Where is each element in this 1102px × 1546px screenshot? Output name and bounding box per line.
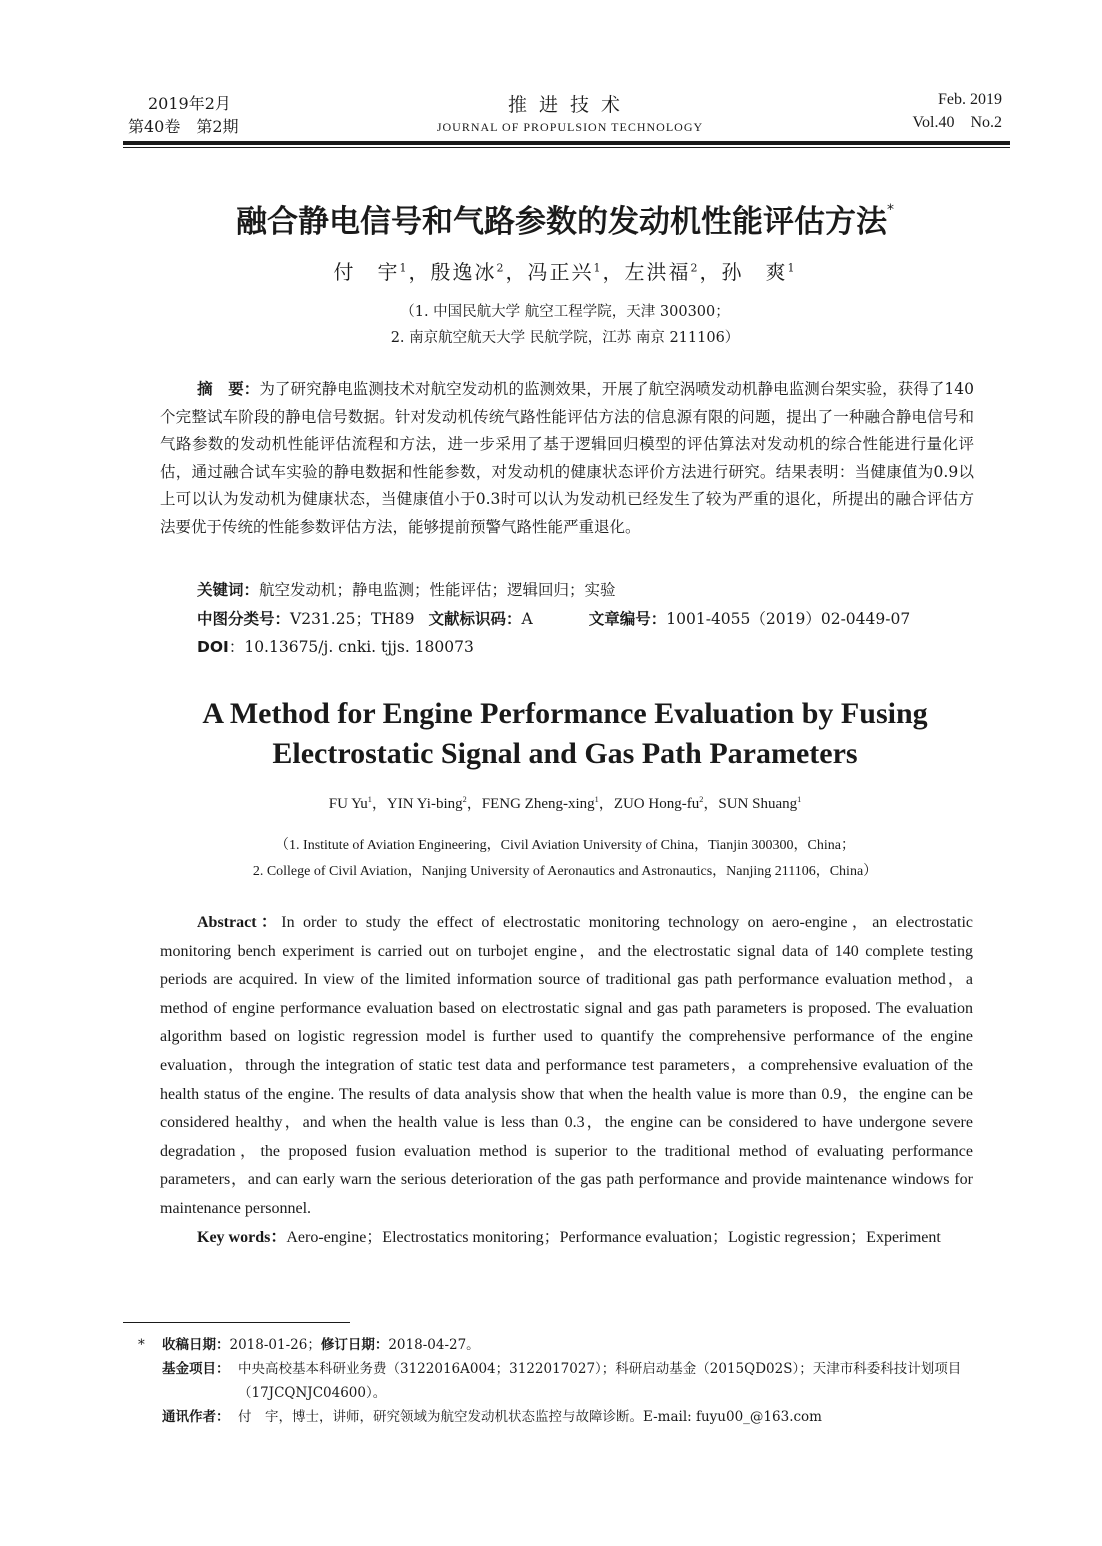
- volume-en: Vol.40 No.2: [912, 114, 1002, 131]
- header-left: [128, 91, 288, 137]
- journal-name-en: JOURNAL OF PROPULSION TECHNOLOGY: [436, 120, 704, 134]
- title-cn: [120, 196, 1010, 241]
- author-en-name: SUN Shuang: [718, 796, 798, 812]
- author-cn-name: 殷逸冰: [430, 260, 497, 284]
- header-rule-thick: [123, 141, 1010, 145]
- footnote-rule: [123, 1322, 350, 1323]
- abstract-en-label: Abstract：: [197, 914, 282, 931]
- author-cn-name: 付 宇: [333, 260, 400, 284]
- author-en-name: FENG Zheng-xing: [481, 796, 595, 812]
- affiliation-en-1: （1. Institute of Aviation Engineering，Civil Aviation University of China，Tianjin 300300，China；: [275, 838, 855, 853]
- volume-cn: 第40卷 第2期: [128, 117, 239, 136]
- author-en-affiliation-mark: 1: [594, 795, 599, 804]
- keywords-cn: [197, 578, 616, 600]
- title-footnote-mark: *: [887, 202, 894, 218]
- author-cn-separator: ，: [699, 260, 722, 284]
- author-cn-affiliation-mark: 2: [690, 261, 700, 275]
- footnote-star: *: [138, 1337, 145, 1353]
- journal-header: [400, 90, 740, 135]
- doi-line: [197, 635, 474, 657]
- title-en-line-2: Electrostatic Signal and Gas Path Parameters: [272, 737, 858, 770]
- revised-value: 2018-04-27。: [388, 1337, 480, 1353]
- affiliation-en-2: 2. College of Civil Aviation，Nanjing University of Aeronautics and Astronautics，Nanjing 211106，China）: [252, 864, 878, 879]
- author-cn-separator: ，: [505, 260, 528, 284]
- author-cn-name: 孙 爽: [721, 260, 788, 284]
- fund-label: 基金项目：: [162, 1361, 230, 1377]
- doi-separator: ：: [228, 638, 245, 656]
- author-cn-name: 冯正兴: [527, 260, 594, 284]
- author-cn-affiliation-mark: 1: [399, 261, 409, 275]
- author-en-separator: ，: [703, 796, 719, 812]
- affiliation-cn-1: （1. 中国民航大学 航空工程学院，天津 300300；: [400, 304, 730, 320]
- title-en-line-1: A Method for Engine Performance Evaluation by Fusing: [202, 697, 928, 730]
- abstract-en: [160, 909, 973, 1252]
- journal-name-cn: 推进技术: [507, 94, 632, 116]
- keywords-en-text: Aero-engine；Electrostatics monitoring；Performance evaluation；Logistic regression；Experiment: [286, 1228, 941, 1246]
- author-cn-affiliation-mark: 2: [496, 261, 506, 275]
- authors-cn: [120, 256, 1010, 285]
- author-en-name: YIN Yi-bing: [386, 796, 463, 812]
- author-en-separator: ，: [466, 796, 482, 812]
- author-en-affiliation-mark: 1: [797, 795, 802, 804]
- header-rule-thin: [123, 147, 1010, 148]
- revised-label: 修订日期：: [320, 1337, 389, 1353]
- header-right: [880, 91, 1002, 132]
- authors-en: [120, 792, 1010, 813]
- abstract-cn-text: 为了研究静电监测技术对航空发动机的监测效果，开展了航空涡喷发动机静电监测台架实验，获得了140个完整试车阶段的静电信号数据。针对发动机传统气路性能评估方法的信息源有限的问题，提出了一种融合静电信号和气路参数的发动机性能评估流程和方法，进一步采用了基于逻辑回归模型的评估算法对发动机的综合性能进行量化评估，通过融合试车实验的静电数据和性能参数，对发动机的健康状态评价方法进行研究。结果表明：当健康值为0.9以上可以认为发动机为健康状态，当健康值小于0.3时可以认为发动机已经发生了较为严重的退化，所提出的融合评估方法要优于传统的性能参数评估方法，能够提前预警气路性能严重退化。: [160, 380, 974, 536]
- doc-code-value: A: [521, 610, 533, 628]
- abstract-en-text: In order to study the effect of electrostatic monitoring technology on aero-engine，an electrostatic monitoring bench experiment is carried out on turbojet engine，and the electrostatic signal data of 140 complete testing periods are acquired. In view of the limited information source of traditional gas path performance evaluation method，a method of engine performance evaluation based on electrostatic signal and gas path parameters is proposed. The evaluation algorithm based on logistic regression model is further used to quantify the comprehensive performance of the engine evaluation，through the integration of static test data and performance test parameters，a comprehensive evaluation of the health status of the engine. The results of data analysis show that when the health value is more than 0.9，the engine can be considered healthy，and when the health value is less than 0.3，the engine can be considered to have undergone severe degradation，the proposed fusion evaluation method is superior to the traditional method of evaluating performance parameters，and can early warn the serious deterioration of the gas path performance and provide maintenance windows for maintenance personnel.: [160, 914, 973, 1217]
- author-en-affiliation-mark: 1: [367, 795, 372, 804]
- author-en-name: ZUO Hong-fu: [613, 796, 700, 812]
- article-number-label: 文章编号：: [588, 610, 667, 628]
- issue-date-cn: 2019年2月: [148, 94, 231, 113]
- abstract-cn-label: 摘 要：: [197, 380, 260, 398]
- author-en-separator: ，: [598, 796, 614, 812]
- corresponding-author-label: 通讯作者：: [162, 1409, 230, 1425]
- received-label: 收稿日期：: [162, 1337, 230, 1353]
- keywords-en-label: Key words：: [197, 1228, 287, 1246]
- doi-label: DOI: [197, 638, 229, 656]
- author-cn-separator: ，: [602, 260, 625, 284]
- title-cn-text: 融合静电信号和气路参数的发动机性能评估方法: [236, 204, 887, 240]
- author-en-affiliation-mark: 2: [462, 795, 467, 804]
- author-cn-name: 左洪福: [624, 260, 691, 284]
- footnote-dates: [162, 1333, 480, 1357]
- keywords-cn-text: 航空发动机；静电监测；性能评估；逻辑回归；实验: [259, 581, 616, 599]
- article-number-value: 1001-4055（2019）02-0449-07: [666, 610, 911, 628]
- author-en-separator: ，: [371, 796, 387, 812]
- abstract-cn: [160, 376, 974, 542]
- author-cn-affiliation-mark: 1: [787, 261, 797, 275]
- received-value: 2018-01-26；: [229, 1337, 321, 1353]
- author-cn-separator: ，: [408, 260, 431, 284]
- title-en: [120, 694, 1010, 774]
- fund-text: 中央高校基本科研业务费（3122016A004；3122017027）；科研启动基金（2015QD02S）；天津市科委科技计划项目（17JCQNJC04600）。: [238, 1361, 962, 1401]
- clc-label: 中图分类号：: [197, 610, 291, 628]
- affiliation-cn-2: 2. 南京航空航天大学 民航学院，江苏 南京 211106）: [390, 330, 740, 346]
- doi-value: 10.13675/j. cnki. tjjs. 180073: [244, 638, 474, 656]
- issue-date-en: Feb. 2019: [938, 91, 1002, 108]
- corresponding-author-text: 付 宇，博士，讲师，研究领域为航空发动机状态监控与故障诊断。E-mail: fuyu00_@163.com: [238, 1409, 822, 1425]
- doc-code-label: 文献标识码：: [428, 610, 522, 628]
- author-en-affiliation-mark: 2: [699, 795, 704, 804]
- clc-value: V231.25；TH89: [290, 610, 415, 628]
- author-en-name: FU Yu: [328, 796, 368, 812]
- keywords-cn-label: 关键词：: [197, 581, 260, 599]
- classification-line: [197, 607, 910, 629]
- author-cn-affiliation-mark: 1: [593, 261, 603, 275]
